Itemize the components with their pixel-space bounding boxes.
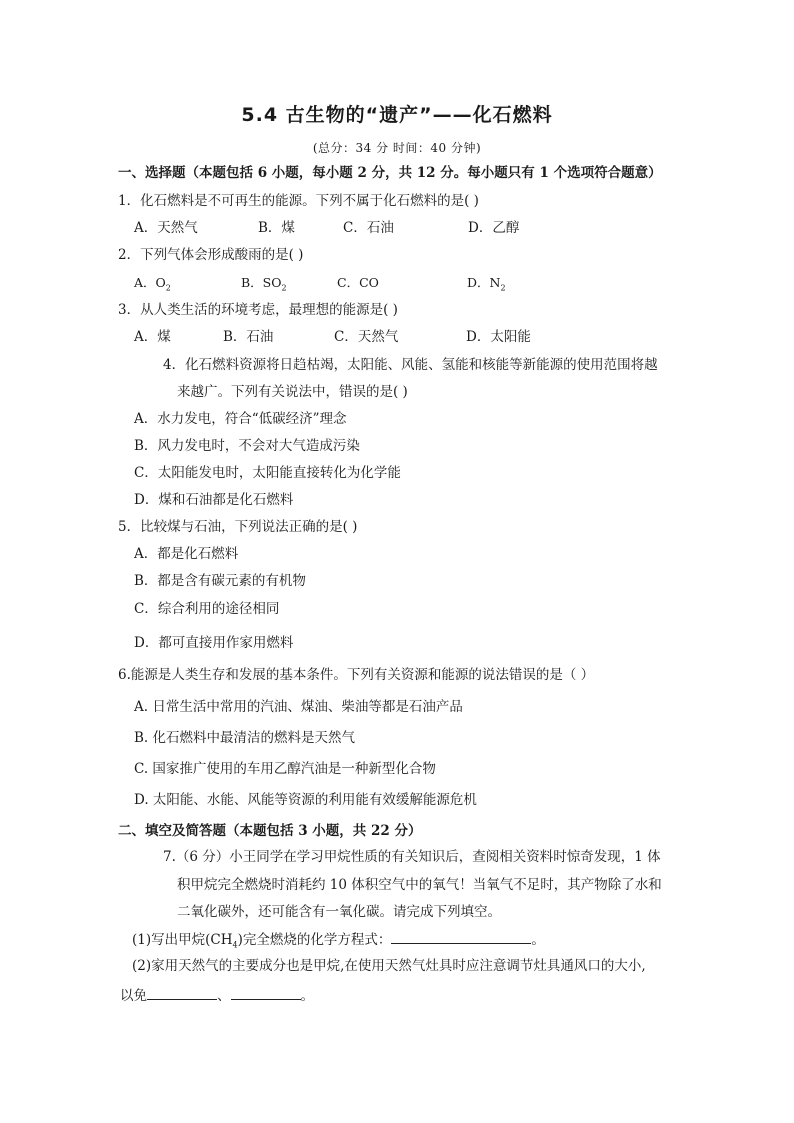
question-4-stem-line2: 来越广。下列有关说法中，错误的是( ) (177, 384, 408, 400)
question-4-option-a: A．水力发电，符合“低碳经济”理念 (134, 411, 347, 427)
question-5-option-a: A．都是化石燃料 (134, 546, 239, 562)
option-c: C．CO (337, 275, 379, 290)
question-4-option-d: D．煤和石油都是化石燃料 (134, 492, 294, 508)
question-4-option-c: C．太阳能发电时，太阳能直接转化为化学能 (134, 465, 401, 481)
question-6-option-a: A. 日常生活中常用的汽油、煤油、柴油等都是石油产品 (134, 699, 463, 715)
question-7-line2: 积甲烷完全燃烧时消耗约 10 体积空气中的氧气！当氧气不足时，其产物除了水和 (177, 877, 662, 893)
question-3-stem: 3．从人类生活的环境考虑，最理想的能源是( ) (118, 302, 398, 318)
answer-blank-equation[interactable] (391, 929, 531, 944)
question-6-option-c: C. 国家推广使用的车用乙醇汽油是一种新型化合物 (134, 761, 436, 777)
question-7-line3: 二氧化碳外，还可能含有一氧化碳。请完成下列填空。 (177, 904, 501, 920)
question-2-options (134, 274, 506, 298)
option-b: B．煤 (258, 220, 295, 236)
question-6-option-d: D. 太阳能、水能、风能等资源的利用能有效缓解能源危机 (134, 792, 477, 808)
question-2-stem: 2．下列气体会形成酸雨的是( ) (118, 247, 304, 263)
question-3-options (134, 328, 531, 346)
question-5-option-c: C．综合利用的途径相同 (134, 601, 280, 617)
option-c: C．石油 (343, 220, 394, 236)
question-7-part-2-line2: 以免 、 。 (120, 985, 314, 1005)
question-4-stem-line1: 4．化石燃料资源将日趋枯竭，太阳能、风能、氢能和核能等新能源的使用范围将越 (163, 357, 658, 373)
exam-info: (总分：34 分 时间：40 分钟) (312, 141, 482, 155)
option-d: D．$N_2$ (467, 275, 506, 293)
question-7-part-1: (1)写出甲烷$(CH_4)$完全燃烧的化学方程式： 。 (132, 929, 545, 955)
option-a: A．天然气 (134, 220, 198, 236)
question-6-stem: 6.能源是人类生存和发展的基本条件。下列有关资源和能源的说法错误的是（ ） (118, 667, 595, 683)
answer-blank-2[interactable] (231, 985, 301, 1000)
question-7-part-2-line1: (2)家用天然气的主要成分也是甲烷,在使用天然气灶具时应注意调节灶具通风口的大小, (132, 958, 646, 974)
question-4-option-b: B．风力发电时，不会对大气造成污染 (134, 438, 360, 454)
section-heading-fill: 二、填空及简答题（本题包括 3 小题，共 22 分） (118, 823, 422, 839)
option-c: C．天然气 (334, 329, 399, 345)
option-d: D．乙醇 (468, 220, 520, 236)
question-5-option-d: D．都可直接用作家用燃料 (134, 635, 294, 651)
option-a: A．$O_2$ (134, 275, 171, 293)
answer-blank-1[interactable] (147, 985, 217, 1000)
page-title: 5.4 古生物的“遗产”——化石燃料 (241, 104, 553, 126)
option-d: D．太阳能 (466, 329, 531, 345)
question-1-stem: 1．化石燃料是不可再生的能源。下列不属于化石燃料的是( ) (118, 193, 479, 209)
question-6-option-b: B. 化石燃料中最清洁的燃料是天然气 (134, 730, 356, 746)
question-5-option-b: B．都是含有碳元素的有机物 (134, 573, 306, 589)
question-1-options (134, 219, 519, 237)
section-heading-choice: 一、选择题（本题包括 6 小题，每小题 2 分，共 12 分。每小题只有 1 个选项符合题意） (118, 165, 662, 181)
option-b: B．石油 (223, 329, 274, 345)
question-5-stem: 5．比较煤与石油，下列说法正确的是( ) (118, 519, 358, 535)
option-a: A．煤 (134, 329, 171, 345)
option-b: B．$SO_2$ (241, 275, 287, 293)
question-7-line1: 7.（6 分）小王同学在学习甲烷性质的有关知识后，查阅相关资料时惊奇发现，1 体 (163, 849, 661, 865)
